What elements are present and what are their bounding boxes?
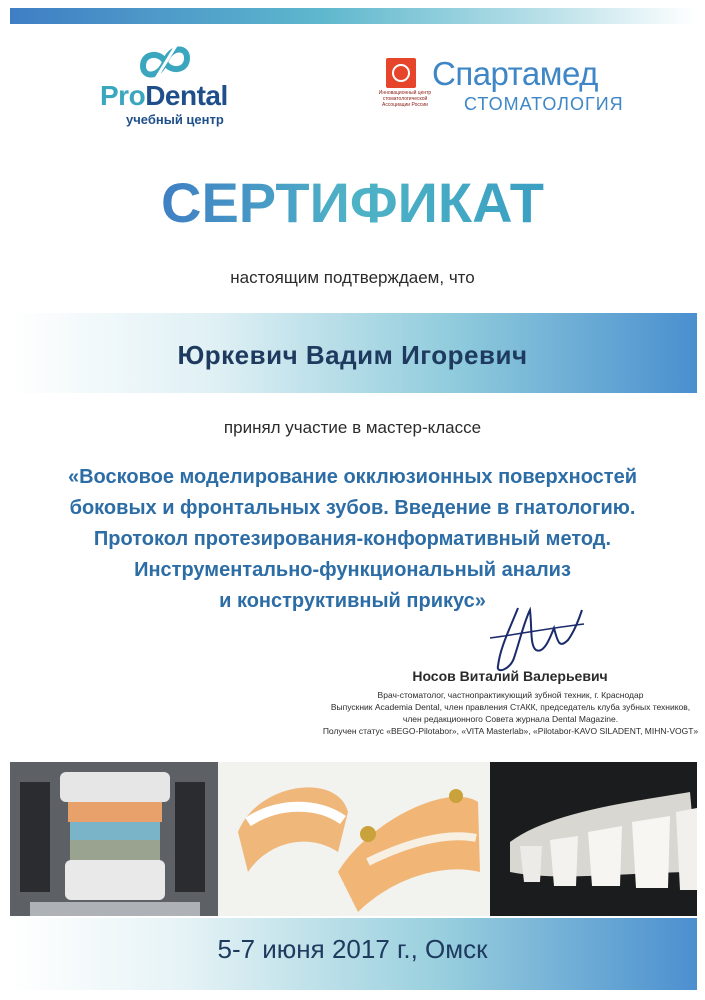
- spartamed-logo-text: Спартамед: [432, 55, 598, 92]
- instructor-bio: [318, 689, 703, 737]
- prodental-logo-text: ProDental: [100, 80, 228, 111]
- course-line: «Восковое моделирование окклюзионных поверхностей: [67, 466, 637, 488]
- spartamed-subtitle: СТОМАТОЛОГИЯ: [464, 94, 624, 114]
- bio-line: Выпускник Academia Dental, член правления СтАКК, председатель клуба зубных техников,: [330, 702, 691, 712]
- certificate-title: СЕРТИФИКАТ: [161, 171, 544, 234]
- crowns-photo: [490, 762, 697, 916]
- course-line: Протокол протезирования-конформативный метод.: [93, 528, 612, 550]
- bio-line: член редакционного Совета журнала Dental Magazine.: [402, 714, 619, 724]
- top-gradient-bar: [10, 8, 697, 24]
- bio-line: Врач-стоматолог, частнопрактикующий зубной техник, г. Краснодар: [377, 690, 644, 700]
- prodental-logo-icon: [135, 42, 195, 82]
- spartamed-caption: Инновационный центр стоматологической Ассоциации России: [378, 90, 432, 108]
- date-place: 5-7 июня 2017 г., Омск: [217, 934, 488, 964]
- spartamed-emblem-icon: [386, 58, 416, 88]
- bio-line: Получен статус «BEGO-Pilotabor», «VITA Masterlab», «Pilotabor-KAVO SILADENT, MIHN-VOGT»: [322, 726, 699, 736]
- course-line: и конструктивный прикус»: [219, 590, 486, 612]
- instructor-name: Носов Виталий Валерьевич: [412, 668, 608, 684]
- prodental-subtitle: учебный центр: [126, 112, 224, 127]
- photo-strip: [10, 762, 697, 916]
- articulator-photo: [10, 762, 218, 916]
- recipient-name: Юркевич Вадим Игоревич: [177, 340, 528, 370]
- signature-icon: [480, 588, 590, 678]
- participated-text: принял участие в мастер-классе: [223, 418, 482, 437]
- wax-models-photo: [218, 762, 490, 916]
- course-line: боковых и фронтальных зубов. Введение в гнатологию.: [69, 497, 636, 519]
- confirm-text: настоящим подтверждаем, что: [230, 268, 475, 287]
- course-line: Инструментально-функциональный анализ: [134, 559, 571, 581]
